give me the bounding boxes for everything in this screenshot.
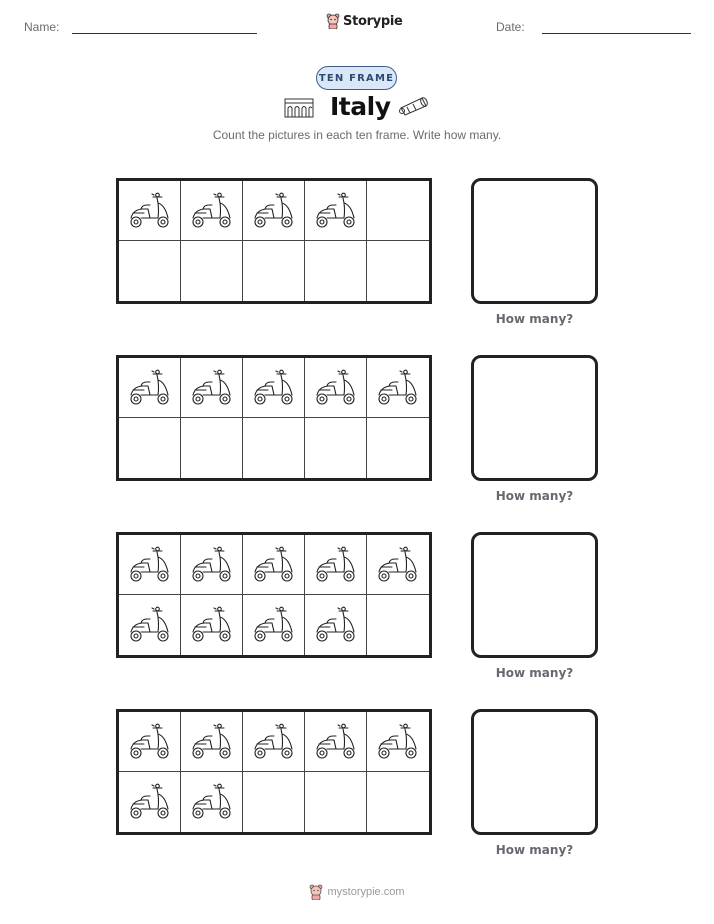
ten-frame-cell [305, 241, 367, 301]
scooter-icon [128, 191, 172, 231]
scooter-icon [190, 605, 234, 645]
scooter-icon [314, 722, 358, 762]
ten-frame-4 [116, 709, 432, 835]
answer-box-4[interactable] [471, 709, 598, 835]
footer [0, 884, 714, 900]
ten-frame-cell [119, 358, 181, 418]
scooter-icon [190, 191, 234, 231]
scooter-icon [252, 722, 296, 762]
ten-frame-cell [181, 712, 243, 772]
how-many-label-1: How many? [495, 312, 574, 326]
ten-frame-cell [367, 595, 429, 655]
ten-frame-cell [367, 712, 429, 772]
ten-frame-cell [181, 241, 243, 301]
ten-frame-cell [243, 712, 305, 772]
ten-frame-cell [119, 418, 181, 478]
how-many-label-2: How many? [495, 489, 574, 503]
ten-frame-cell [243, 595, 305, 655]
scooter-icon [376, 368, 420, 408]
colosseum-icon [284, 98, 314, 118]
answer-box-1[interactable] [471, 178, 598, 304]
scooter-icon [128, 722, 172, 762]
ten-frame-cell [305, 181, 367, 241]
scooter-icon [376, 545, 420, 585]
date-label: Date: [496, 20, 525, 34]
ten-frame-cell [367, 358, 429, 418]
ten-frame-cell [181, 535, 243, 595]
scooter-icon [190, 782, 234, 822]
scooter-icon [376, 722, 420, 762]
scooter-icon [314, 191, 358, 231]
ten-frame-cell [367, 772, 429, 832]
scooter-icon [128, 782, 172, 822]
scooter-icon [252, 545, 296, 585]
ten-frame-cell [119, 772, 181, 832]
ten-frame-cell [305, 712, 367, 772]
how-many-label-3: How many? [495, 666, 574, 680]
scooter-icon [128, 605, 172, 645]
ten-frame-cell [243, 358, 305, 418]
ten-frame-cell [367, 418, 429, 478]
ten-frame-cell [181, 181, 243, 241]
ten-frame-cell [119, 181, 181, 241]
telescope-scroll-icon [398, 94, 432, 116]
scooter-icon [252, 368, 296, 408]
scooter-icon [252, 191, 296, 231]
name-line[interactable] [72, 33, 257, 34]
answer-box-3[interactable] [471, 532, 598, 658]
scooter-icon [314, 368, 358, 408]
scooter-icon [190, 722, 234, 762]
scooter-icon [128, 545, 172, 585]
ten-frame-3 [116, 532, 432, 658]
ten-frame-2 [116, 355, 432, 481]
ten-frame-cell [181, 418, 243, 478]
ten-frame-cell [367, 241, 429, 301]
ten-frame-cell [305, 535, 367, 595]
ten-frame-cell [243, 181, 305, 241]
scooter-icon [252, 605, 296, 645]
scooter-icon [190, 368, 234, 408]
ten-frame-1 [116, 178, 432, 304]
answer-box-2[interactable] [471, 355, 598, 481]
title-row [0, 92, 714, 128]
ten-frame-cell [367, 181, 429, 241]
ten-frame-cell [305, 595, 367, 655]
brand [326, 13, 403, 29]
scooter-icon [190, 545, 234, 585]
instructions: Count the pictures in each ten frame. Write how many. [212, 128, 502, 142]
name-label: Name: [24, 20, 60, 34]
ten-frame-cell [119, 535, 181, 595]
storypie-logo-icon [326, 13, 340, 29]
page-title: Italy [330, 92, 391, 121]
ten-frame-cell [305, 772, 367, 832]
ten-frame-cell [243, 241, 305, 301]
ten-frame-cell [181, 772, 243, 832]
ten-frame-cell [243, 535, 305, 595]
ten-frame-cell [243, 772, 305, 832]
brand-name: Storypie [343, 13, 403, 29]
ten-frame-badge: TEN FRAME [316, 66, 397, 90]
ten-frame-cell [181, 595, 243, 655]
storypie-logo-icon [309, 884, 323, 900]
date-line[interactable] [542, 33, 691, 34]
ten-frame-cell [181, 358, 243, 418]
ten-frame-cell [367, 535, 429, 595]
scooter-icon [314, 605, 358, 645]
scooter-icon [314, 545, 358, 585]
ten-frame-cell [305, 358, 367, 418]
ten-frame-cell [305, 418, 367, 478]
ten-frame-cell [119, 595, 181, 655]
how-many-label-4: How many? [495, 843, 574, 857]
ten-frame-cell [243, 418, 305, 478]
footer-url: mystorypie.com [327, 886, 405, 898]
ten-frame-cell [119, 241, 181, 301]
scooter-icon [128, 368, 172, 408]
ten-frame-cell [119, 712, 181, 772]
